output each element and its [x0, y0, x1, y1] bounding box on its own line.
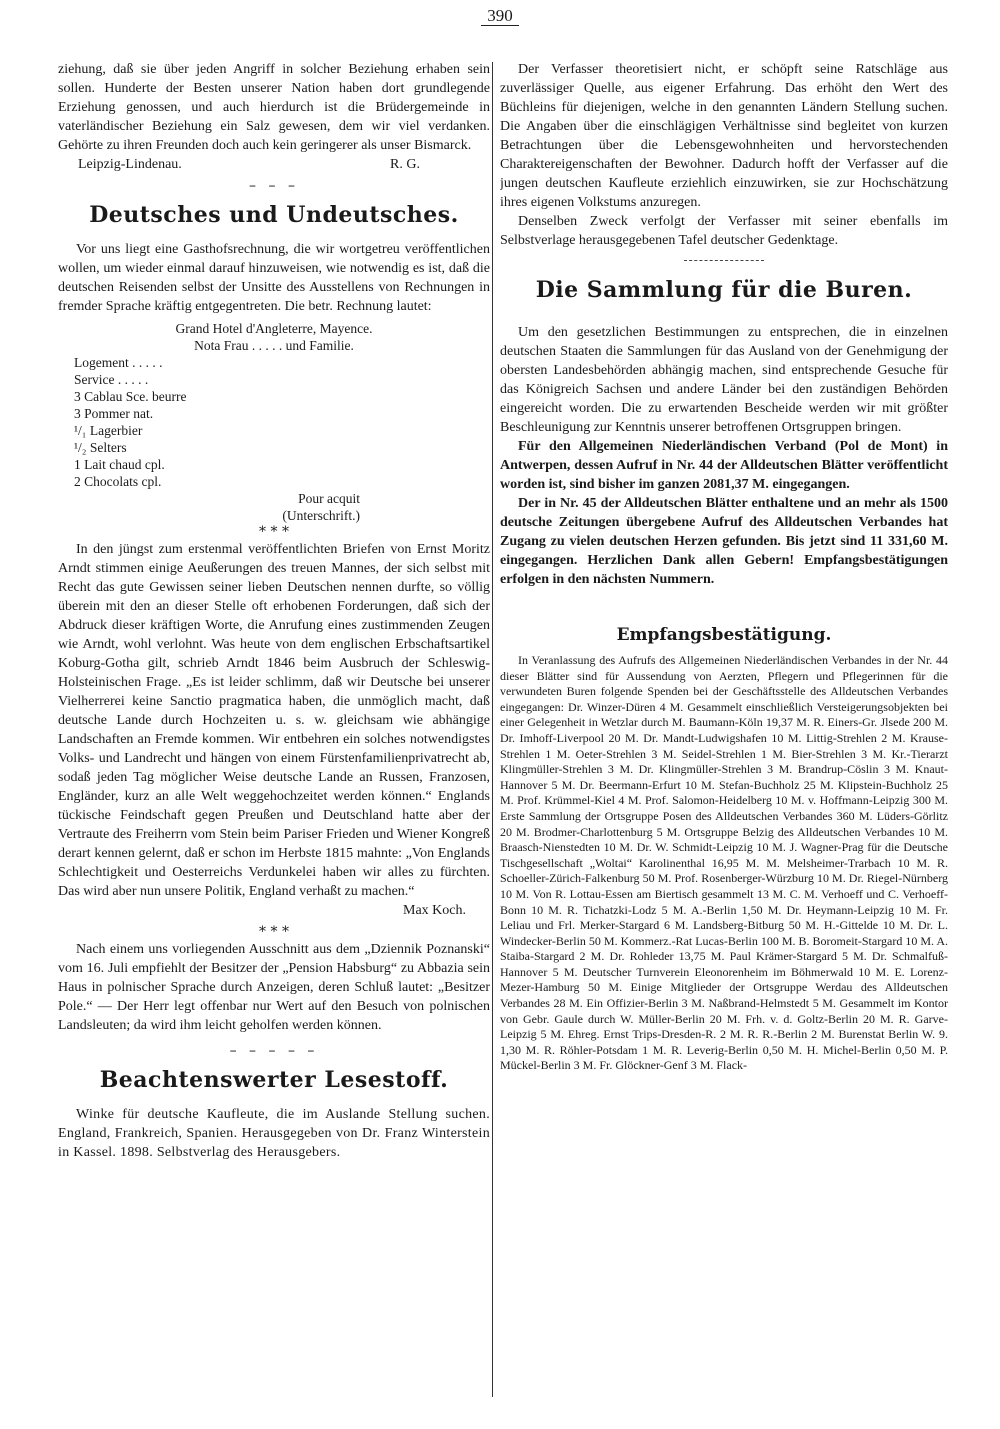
separator: – – – – –	[229, 1043, 319, 1059]
left-column	[58, 60, 490, 1410]
bill-hotel: Grand Hotel d'Angleterre, Mayence.	[175, 321, 373, 336]
separator: – – –	[249, 178, 299, 194]
article-paragraph: Vor uns liegt eine Gasthofsrechnung, die wir wortgetreu veröffentlichen wollen, um wieder einmal darauf hinzuweisen, wie notwendig es ist, daß die deutschen Reisenden selbst der Unsitte des Ausstellens von Rechnungen in fremder Sprache kräftig entgegentreten. Die betr. Rechnung lautet:	[58, 242, 490, 314]
article-heading: Beachtenswerter Lesestoff.	[99, 1067, 449, 1093]
signoff-place: Leipzig-Lindenau.	[78, 157, 182, 172]
bill-item: Logement . . . . .	[74, 355, 163, 370]
hotel-bill	[58, 320, 490, 524]
article-subheading: Empfangsbestätigung.	[616, 625, 832, 645]
column-divider	[492, 62, 493, 1397]
bill-item: ¹/₁ Lagerbier	[74, 423, 143, 438]
bill-signature: (Unterschrift.)	[282, 508, 360, 523]
article-paragraph: Nach einem uns vorliegenden Ausschnitt aus dem „Dziennik Poznanski“ vom 16. Juli empfiehlt der Besitzer der „Pension Habsburg“ zu Abbazia sein Haus in polnischer Sprache durch Anzeigen, deren Schluß lautet: „Besitzer Pole.“ — Der Herr legt offenbar nur Wert auf den Besuch von polnischen Landsleuten; da wird ihm leicht geholfen werden können.	[58, 942, 490, 1033]
bill-item: 3 Pommer nat.	[74, 406, 154, 421]
donation-list: In Veranlassung des Aufrufs des Allgemeinen Niederländischen Verbandes in der Nr. 44 dieser Blätter sind für Aussendung von Aerzten, Pflegern und Pflegerinnen für die verwundeten Buren folgende Spenden bei der Geschäftsstelle des Alldeutschen Verbandes eingegangen: Dr. Winzer-Düren 4 M. Gesammelt einschließlich Versteigerungsobjekten bei einer Gelegenheit in Wetzlar durch M. Baumann-Köln 19,37 M. R. Einers-Gr. Jlsede 200 M. Dr. Imhoff-Liverpool 20 M. Dr. Mandt-Ludwigshafen 10 M. Littig-Strehlen 2 M. Krause-Strehlen 1 M. Oeter-Strehlen 3 M. Seidel-Strehlen 1 M. Bier-Strehlen 3 M. Kr.-Tierarzt Klingmüller-Strehlen 3 M. Dr. Klingmüller-Strehlen 3 M. Brandrup-Cöslin 3 M. Knaut-Hannover 5 M. Dr. Beermann-Erfurt 10 M. Stefan-Buchholz 25 M. Klipstein-Buchholz 25 M. Prof. Krümmel-Kiel 4 M. Prof. Salomon-Heidelberg 10 M. v. Hoffmann-Leipzig 300 M. Erste Sammlung der Ortsgruppe Posen des Alldeutschen Verbandes 360 M. Lüders-Görlitz 20 M. Brodmer-Charlottenburg 5 M. Ortsgruppe Belzig des Alldeutschen Verbandes 10 M. Braasch-Nienstedten 10 M. Dr. W. Schmidt-Leipzig 10 M. J. Wagner-Prag für die Deutsche Tischgesellschaft „Woltai“ Karolinenthal 16,95 M. M. Melsheimer-Trarbach 10 M. R. Schoeller-Zürich-Falkenburg 50 M. Prof. Rosenberger-Würzburg 10 M. Dr. Riegel-Nürnberg 10 M. Von R. Lottau-Essen am Biertisch gesammelt 13 M. C. M. Verhoeff und C. Verhoeff-Bonn 10 M. R. Tichatzki-Lodz 5 M. A.-Berlin 1,50 M. Dr. Heymann-Leipzig 10 M. Fr. Leliau und Frl. Merker-Stargard 6 M. Landsberg-Bitburg 50 M. H.-Gittelde 10 M. Dr. L. Windecker-Berlin 50 M. Kommerz.-Rat Lucas-Berlin 100 M. B. Boromeit-Stargard 10 M. A. Staiba-Stargard 2 M. Dr. Rohleder 13,75 M. Paul Krämer-Stargard 5 M. Dr. Schmalfuß-Hannover 5 M. Deutscher Turnverein Eleonorenheim im Böhmerwald 10 M. E. Lorenz-Mezer-Hamburg 50 M. Einige Mitglieder der Ortsgruppe Werdau des Alldeutschen Verbandes 28 M. Ein Offizier-Berlin 3 M. Naßbrand-Helmstedt 5 M. Gesammelt im Kontor von Gebr. Gaule durch W. Müller-Berlin 20 M. Frh. v. d. Goltz-Berlin 20 M. R. Garve-Leipzig 5 M. Ehreg. Ernst Trips-Dresden-R. 2 M. R. R.-Berlin 2 M. Burenstat Berlin W. 9. 1,30 M. R. Röhler-Potsdam 1 M. R. Leverig-Berlin 0,50 M. H. Michel-Berlin 0,50 M. P. Mückel-Berlin 3 M. Fr. Glöckner-Genf 3 M. Flack-	[500, 653, 948, 1073]
bill-acquit: Pour acquit	[298, 491, 360, 506]
article-paragraph-bold: Für den Allgemeinen Niederländischen Verband (Pol de Mont) in Antwerpen, dessen Aufruf in Nr. 44 der Alldeutschen Blätter veröffentlicht worden ist, sind bisher im ganzen 2081,37 M. eingegangen.	[500, 439, 948, 492]
article-paragraph: Denselben Zweck verfolgt der Verfasser mit seiner ebenfalls im Selbstverlage herausgegebenen Tafel deutscher Gedenktage.	[500, 214, 948, 248]
asterism: * * *	[259, 924, 289, 940]
article-heading: Die Sammlung für die Buren.	[535, 277, 913, 303]
signoff-initials: R. G.	[390, 157, 420, 172]
article-paragraph: Der Verfasser theoretisiert nicht, er schöpft seine Ratschläge aus zuverlässiger Quelle, aus eigener Erfahrung. Das erhöht den Wert des Büchleins für diejenigen, welche in den genannten Ländern Stellung suchen. Die Angaben über die einschlägigen Verhältnisse sind begleitet von kurzen Betrachtungen über die Lebensgewohnheiten und hervorstechenden Charaktereigenschaften der Bewohner. Dadurch hofft der Verfasser auf die jungen deutschen Kaufleute erziehlich einzuwirken, sie zur Hochschätzung ihres eigenen Volkstums anzuregen.	[500, 62, 948, 210]
bill-item: Service . . . . .	[74, 372, 149, 387]
page-number: 390	[0, 6, 1000, 26]
continued-signoff	[58, 155, 490, 174]
bill-item: 1 Lait chaud cpl.	[74, 457, 165, 472]
article-paragraph-bold: Der in Nr. 45 der Alldeutschen Blätter enthaltene und an mehr als 1500 deutsche Zeitungen übergebene Aufruf des Alldeutschen Verbandes hat Zugang zu vielen deutschen Herzen gefunden. Bis jetzt sind 11 331,60 M. eingegangen. Herzlichen Dank allen Gebern! Empfangsbestätigungen erfolgen in den nächsten Nummern.	[500, 496, 948, 587]
author-signature: Max Koch.	[403, 903, 466, 918]
asterism: * * *	[259, 524, 289, 540]
separator	[684, 260, 764, 261]
bill-item: 2 Chocolats cpl.	[74, 474, 162, 489]
article-paragraph: Um den gesetzlichen Bestimmungen zu entsprechen, die in einzelnen deutschen Staaten die Sammlungen für das Ausland von der Genehmigung der obersten Landesbehörden abhängig machen, sind entsprechende Gesuche für das Königreich Sachsen und andere Länder bei den zuständigen Behörden eingereicht worden. Die zu erwartenden Bescheide werden wir mit größter Beschleunigung zur Kenntnis unserer betroffenen Ortsgruppen bringen.	[500, 325, 948, 435]
continued-paragraph: ziehung, daß sie über jeden Angriff in solcher Beziehung erhaben sein sollen. Hunderte der Besten unserer Nation haben dort grundlegende Erziehung genossen, und auch hierdurch ist die Brüdergemeinde in vaterländischer Beziehung ein Salz gewesen, dem wir viel verdanken. Gehörte zu ihren Freunden doch auch kein geringerer als unser Bismarck.	[58, 62, 490, 153]
right-column	[500, 60, 948, 1410]
bill-item: ¹/₂ Selters	[74, 440, 127, 455]
article-heading: Deutsches und Undeutsches.	[89, 202, 459, 228]
bill-item: 3 Cablau Sce. beurre	[74, 389, 187, 404]
article-paragraph: In den jüngst zum erstenmal veröffentlichten Briefen von Ernst Moritz Arndt stimmen einige Aeußerungen des treuen Mannes, der sich selbst mit Recht das gute Gewissen seiner lieben Deutschen nennen durfte, so völlig überein mit den an dieser Stelle oft erhobenen Forderungen, daß sich der Abdruck dieser kräftigen Worte, die Anrufung eines zustimmenden Zeugen wie Arndt, wohl verlohnt. Was heute von dem englischen Erbschaftsartikel Koburg-Gotha gilt, schrieb Arndt 1846 beim Ausbruch der Schleswig-Holsteinischen Frage. „Es ist leider schlimm, daß wir Deutsche bei unserer Vielherrerei keine Sanctio pragmatica haben, die unmöglich macht, daß deutsche Lande durch Hochzeiten u. s. w. gleichsam wie abhängige Landschaften an Fremde kommen. Wir entbehren ein solches notwendigstes Volks- und Landrecht und hängen von einem Fürstenfamilienprivatrecht ab, sodaß jeden Tag möglicher Weise deutsche Lande an Russen, Franzosen, Engländer, kurz an alle Welt weggehochzeitet werden können.“ Englands tückische Feindschaft gegen Preußen und Deutschland hatte aber der Vertraute des Freiherrn vom Stein beim Pariser Frieden und Wiener Kongreß derart kennen gelernt, daß er schon im Herbste 1815 mahnte: „Von Englands Schlechtigkeit und Oesterreichs Verdunkelei haben wir alles zu fürchten. Das wird aber nun unsere Politik, England verhaßt zu machen.“	[58, 542, 490, 899]
bill-nota: Nota Frau . . . . . und Familie.	[194, 338, 354, 353]
book-review: Winke für deutsche Kaufleute, die im Auslande Stellung suchen. England, Frankreich, Spanien. Herausgegeben von Dr. Franz Winterstein in Kassel. 1898. Selbstverlag des Herausgebers.	[58, 1107, 490, 1160]
